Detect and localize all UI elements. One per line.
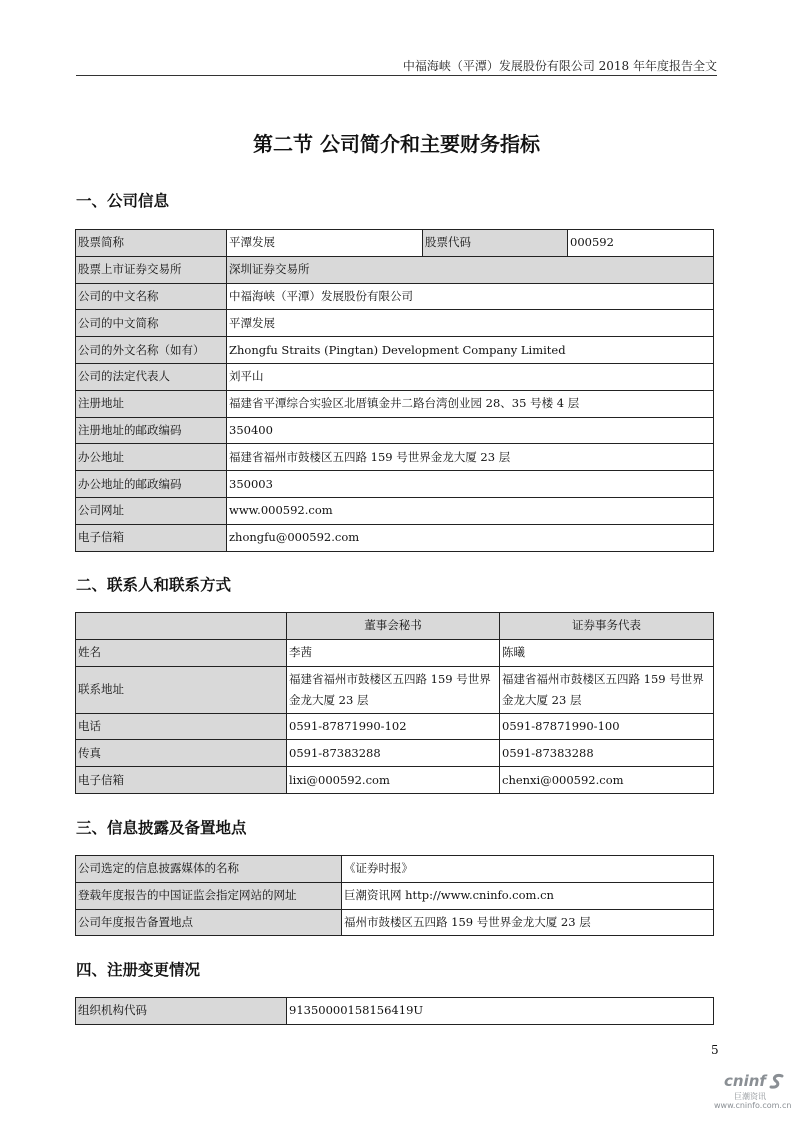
cell-label: 办公地址 [76, 444, 227, 471]
cell-value: 刘平山 [227, 363, 714, 390]
cell-label: 电子信箱 [76, 524, 227, 551]
table-row [76, 310, 714, 337]
cell-label: 电话 [76, 713, 287, 740]
cell-value: 350400 [227, 417, 714, 444]
cell-label: 股票简称 [76, 230, 227, 257]
running-header: 中福海峡（平潭）发展股份有限公司 2018 年年度报告全文 [402, 59, 717, 73]
cell-value: 李茜 [287, 639, 500, 666]
cell-value: lixi@000592.com [287, 767, 500, 794]
cell-label: 股票代码 [423, 230, 568, 257]
cell-value: 中福海峡（平潭）发展股份有限公司 [227, 283, 714, 310]
cell-label: 公司的中文简称 [76, 310, 227, 337]
cell-label: 公司的法定代表人 [76, 363, 227, 390]
cell-label: 登载年度报告的中国证监会指定网站的网址 [76, 882, 342, 909]
column-header: 董事会秘书 [287, 613, 500, 640]
table-row [76, 882, 714, 909]
cell-value: 0591-87871990-100 [500, 713, 714, 740]
cell-value: 陈曦 [500, 639, 714, 666]
cell-value: 《证券时报》 [342, 856, 714, 883]
table-row [76, 256, 714, 283]
column-header: 证券事务代表 [500, 613, 714, 640]
cell-value: 巨潮资讯网 http://www.cninfo.com.cn [342, 882, 714, 909]
cell-value: 0591-87383288 [287, 740, 500, 767]
section-heading-registration: 四、注册变更情况 [76, 961, 201, 979]
cell-value: 91350000158156419U [287, 998, 714, 1025]
table-row [76, 497, 714, 524]
cell-label: 公司网址 [76, 497, 227, 524]
cninfo-logo [710, 1072, 792, 1112]
cell-label: 联系地址 [76, 666, 287, 713]
page-number: 5 [711, 1043, 719, 1057]
cell-label: 公司的中文名称 [76, 283, 227, 310]
cell-label: 公司年度报告备置地点 [76, 909, 342, 936]
cell-value: Zhongfu Straits (Pingtan) Development Company Limited [227, 337, 714, 364]
page-title: 第二节 公司简介和主要财务指标 [253, 132, 540, 156]
cell-label: 传真 [76, 740, 287, 767]
cell-value: zhongfu@000592.com [227, 524, 714, 551]
swirl-icon [769, 1073, 785, 1091]
cell-label: 股票上市证券交易所 [76, 256, 227, 283]
cell-label: 电子信箱 [76, 767, 287, 794]
cell-value: 000592 [568, 230, 714, 257]
section-heading-disclosure: 三、信息披露及备置地点 [76, 819, 247, 837]
table-row [76, 363, 714, 390]
table-row [76, 283, 714, 310]
cell-value: 福建省福州市鼓楼区五四路 159 号世界金龙大厦 23 层 [227, 444, 714, 471]
cell-value: 350003 [227, 471, 714, 498]
cell-value: 平潭发展 [227, 310, 714, 337]
cell-label: 公司选定的信息披露媒体的名称 [76, 856, 342, 883]
cell-header-empty [76, 613, 287, 640]
table-row [76, 524, 714, 551]
cell-label: 办公地址的邮政编码 [76, 471, 227, 498]
logo-url: www.cninfo.com.cn [714, 1101, 792, 1110]
cell-value: 0591-87871990-102 [287, 713, 500, 740]
cell-value: 平潭发展 [227, 230, 423, 257]
cell-value: 福建省福州市鼓楼区五四路 159 号世界金龙大厦 23 层 [500, 666, 714, 713]
table-row [76, 613, 714, 640]
section-heading-contacts: 二、联系人和联系方式 [76, 576, 232, 594]
registration-table [75, 997, 714, 1025]
table-row [76, 740, 714, 767]
cell-label: 组织机构代码 [76, 998, 287, 1025]
cell-label: 注册地址的邮政编码 [76, 417, 227, 444]
cell-value: 福州市鼓楼区五四路 159 号世界金龙大厦 23 层 [342, 909, 714, 936]
table-row [76, 639, 714, 666]
cell-label: 公司的外文名称（如有） [76, 337, 227, 364]
logo-wordmark: cninf [724, 1072, 766, 1090]
contacts-table [75, 612, 714, 794]
table-row [76, 390, 714, 417]
table-row [76, 471, 714, 498]
table-row [76, 230, 714, 257]
cell-value: chenxi@000592.com [500, 767, 714, 794]
cell-label: 注册地址 [76, 390, 227, 417]
disclosure-table [75, 855, 714, 936]
table-row [76, 909, 714, 936]
logo-subtitle: 巨潮资讯 [734, 1092, 766, 1101]
table-row [76, 337, 714, 364]
table-row [76, 767, 714, 794]
table-row [76, 713, 714, 740]
cell-label: 姓名 [76, 639, 287, 666]
section-heading-company-info: 一、公司信息 [76, 192, 170, 210]
header-rule [76, 75, 717, 76]
table-row [76, 998, 714, 1025]
cell-value: 深圳证券交易所 [227, 256, 714, 283]
table-row [76, 856, 714, 883]
cell-value: 0591-87383288 [500, 740, 714, 767]
cell-value: 福建省平潭综合实验区北厝镇金井二路台湾创业园 28、35 号楼 4 层 [227, 390, 714, 417]
cell-value: www.000592.com [227, 497, 714, 524]
table-row [76, 666, 714, 713]
company-info-table [75, 229, 714, 552]
table-row [76, 444, 714, 471]
table-row [76, 417, 714, 444]
cell-value: 福建省福州市鼓楼区五四路 159 号世界金龙大厦 23 层 [287, 666, 500, 713]
